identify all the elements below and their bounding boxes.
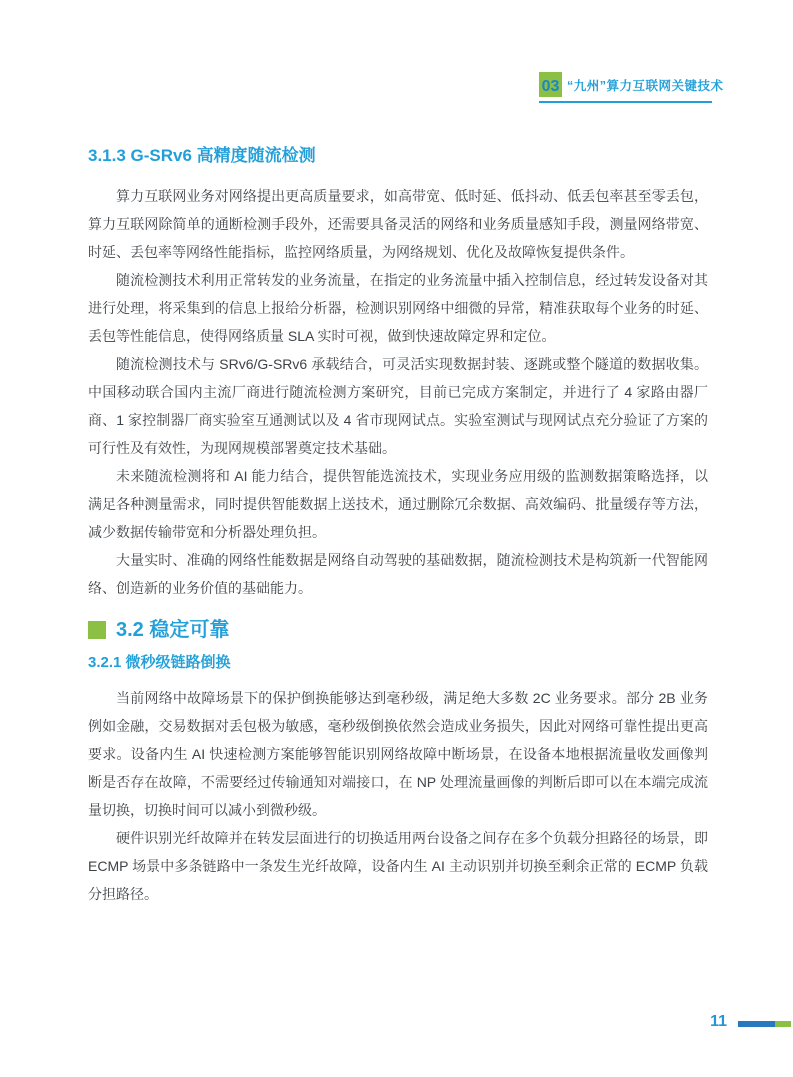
page-content xyxy=(88,140,708,908)
chapter-number-badge: 03 xyxy=(539,72,562,97)
section-heading-stability xyxy=(88,618,708,642)
footer-bar-blue xyxy=(738,1021,775,1027)
paragraph-protection-switchover: 当前网络中故障场景下的保护倒换能够达到毫秒级，满足绝大多数 2C 业务要求。部分 2B 业务例如金融，交易数据对丢包极为敏感，毫秒级倒换依然会造成业务损失，因此对网络可靠性提出更高要求。设备内生 AI 快速检测方案能够智能识别网络故障中断场景，在设备本地根据流量收发画像判断是否存在故障，不需要经过传输通知对端接口，在 NP 处理流量画像的判断后即可以在本端完成流量切换，切换时间可以减小到微秒级。 xyxy=(88,690,708,818)
paragraph-quality-requirements: 算力互联网业务对网络提出更高质量要求，如高带宽、低时延、低抖动、低丢包率甚至零丢包，算力互联网除简单的通断检测手段外，还需要具备灵活的网络和业务质量感知手段，测量网络带宽、时延、丢包率等网络性能指标，监控网络质量，为网络规划、优化及故障恢复提供条件。 xyxy=(88,188,708,260)
paragraph-ai-capability: 未来随流检测将和 AI 能力结合，提供智能选流技术，实现业务应用级的监测数据策略选择，以满足各种测量需求，同时提供智能数据上送技术，通过删除冗余数据、高效编码、批量缓存等方法，减少数据传输带宽和分析器处理负担。 xyxy=(88,468,708,540)
section-heading-stability-label: 3.2 稳定可靠 xyxy=(116,619,230,641)
page-number: 11 xyxy=(710,1013,727,1030)
paragraph-fiber-fault-ecmp: 硬件识别光纤故障并在转发层面进行的切换适用两台设备之间存在多个负载分担路径的场景，即 ECMP 场景中多条链路中一条发生光纤故障，设备内生 AI 主动识别并切换至剩余正常的 ECMP 负载分担路径。 xyxy=(88,830,708,902)
footer-bar-green xyxy=(775,1021,791,1027)
paragraph-foundation-capability: 大量实时、准确的网络性能数据是网络自动驾驶的基础数据，随流检测技术是构筑新一代智能网络、创造新的业务价值的基础能力。 xyxy=(88,552,708,596)
paragraph-srv6-integration: 随流检测技术与 SRv6/G-SRv6 承载结合，可灵活实现数据封装、逐跳或整个隧道的数据收集。中国移动联合国内主流厂商进行随流检测方案研究，目前已完成方案制定，并进行了 4 家路由器厂商、1 家控制器厂商实验室互通测试以及 4 省市现网试点。实验室测试与现网试点充分验证了方案的可行性及有效性，为现网规模部署奠定技术基础。 xyxy=(88,356,708,456)
paragraph-flow-detection-principle: 随流检测技术利用正常转发的业务流量，在指定的业务流量中插入控制信息，经过转发设备对其进行处理，将采集到的信息上报给分析器，检测识别网络中细微的异常，精准获取每个业务的时延、丢包等性能信息，使得网络质量 SLA 实时可视，做到快速故障定界和定位。 xyxy=(88,272,708,344)
chapter-header xyxy=(539,72,724,103)
footer-decoration-bars xyxy=(738,1021,791,1027)
section-bullet-square-icon xyxy=(88,621,106,639)
subsection-heading-microsecond-switchover: 3.2.1 微秒级链路倒换 xyxy=(88,654,231,671)
chapter-title: “九州”算力互联网关键技术 xyxy=(567,78,724,93)
subsection-heading-g-srv6: 3.1.3 G-SRv6 高精度随流检测 xyxy=(88,146,316,165)
